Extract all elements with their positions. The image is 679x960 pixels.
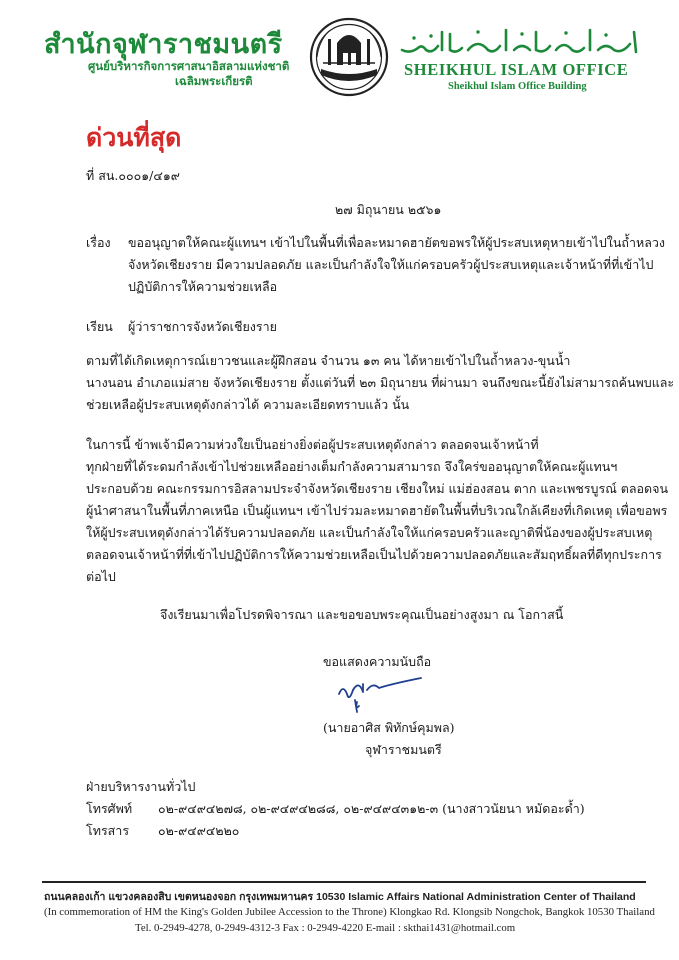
paragraph-2-line: ต่อไป [86, 569, 116, 584]
subject-line: จังหวัดเชียงราย มีความปลอดภัย และเป็นกำลังใจให้แก่ครอบครัวผู้ประสบเหตุและเจ้าหน้าที่ที่เข้าไป [128, 257, 654, 272]
footer-address-line: ถนนคลองเก้า แขวงคลองสิบ เขตหนองจอก กรุงเทพมหานคร 10530 Islamic Affairs National Administration Center of Thailand [44, 891, 636, 903]
office-thai-subtitle-2: เฉลิมพระเกียรติ [175, 74, 253, 88]
regards: ขอแสดงความนับถือ [323, 654, 432, 669]
footer-contact-line: Tel. 0-2949-4278, 0-2949-4312-3 Fax : 0-2949-4220 E-mail : skthai1431@hotmail.com [135, 922, 516, 934]
paragraph-2-line: ประกอบด้วย คณะกรรมการอิสลามประจำจังหวัดเชียงราย เชียงใหม่ แม่ฮ่องสอน ตาก และเพชรบูรณ์ ตลอดจน [86, 481, 669, 496]
paragraph-2-line: ทุกฝ่ายที่ได้ระดมกำลังเข้าไปช่วยเหลืออย่างเต็มกำลังความสามารถ จึงใคร่ขออนุญาตให้คณะผู้แทนฯ [86, 459, 618, 474]
document-date: ๒๗ มิถุนายน ๒๕๖๑ [335, 202, 442, 217]
paragraph-2-line: ให้ผู้ประสบเหตุดังกล่าวได้รับความปลอดภัย และเป็นกำลังใจให้แก่ครอบครัวและญาติพี่น้องของผู้ประสบเหตุ [86, 525, 653, 540]
signer-name: (นายอาศิส พิทักษ์คุมพล) [323, 720, 455, 735]
paragraph-1-line: ตามที่ได้เกิดเหตุการณ์เยาวชนและผู้ฝึกสอน จำนวน ๑๓ คน ได้หายเข้าไปในถ้ำหลวง-ขุนน้ำ [86, 353, 571, 368]
handwritten-signature [333, 672, 428, 714]
paragraph-1-line: ช่วยเหลือผู้ประสบเหตุดังกล่าวได้ ความละเอียดทราบแล้ว นั้น [86, 397, 410, 412]
office-english-subtitle: Sheikhul Islam Office Building [448, 81, 587, 92]
paragraph-2-line: ในการนี้ ข้าพเจ้ามีความห่วงใยเป็นอย่างยิ่งต่อผู้ประสบเหตุดังกล่าว ตลอดจนเจ้าหน้าที่ [86, 437, 539, 452]
arabic-calligraphy-logo [398, 24, 643, 58]
phone-label: โทรศัพท์ [86, 801, 133, 816]
recipient-label: เรียน [86, 319, 113, 334]
paragraph-2-line: ตลอดจนเจ้าหน้าที่ที่เข้าไปปฏิบัติการให้ความช่วยเหลือเป็นไปด้วยความปลอดภัยและสัมฤทธิ์ผลที่ดีทุกประการ [86, 547, 662, 562]
paragraph-1-line: นางนอน อำเภอแม่สาย จังหวัดเชียงราย ตั้งแต่วันที่ ๒๓ มิถุนายน ที่ผ่านมา จนถึงขณะนี้ยังไม่สามารถค้นพบและ [86, 375, 675, 390]
recipient-value: ผู้ว่าราชการจังหวัดเชียงราย [128, 319, 277, 334]
footer-divider [42, 881, 646, 883]
signer-position: จุฬาราชมนตรี [365, 742, 442, 757]
subject-line: ขออนุญาตให้คณะผู้แทนฯ เข้าไปในพื้นที่เพื่อละหมาดฮายัตขอพรให้ผู้ประสบเหตุหายเข้าไปในถ้ำหลวง [128, 235, 666, 250]
subject-label: เรื่อง [86, 235, 111, 250]
fax-label: โทรสาร [86, 823, 130, 838]
phone-value: ๐๒-๙๔๙๔๒๗๘, ๐๒-๙๔๙๔๒๘๘, ๐๒-๙๔๙๔๓๑๒-๓ (นางสาวนัยนา หมัดอะด้ำ) [158, 801, 585, 816]
contact-department: ฝ่ายบริหารงานทั่วไป [86, 779, 196, 794]
paragraph-2-line: ผู้นำศาสนาในพื้นที่ภาคเหนือ เป็นผู้แทนฯ เข้าไปร่วมละหมาดฮายัตในพื้นที่บริเวณใกล้เคียงที่เกิดเหตุ เพื่อขอพร [86, 503, 668, 518]
office-thai-subtitle-1: ศูนย์บริหารกิจการศาสนาอิสลามแห่งชาติ [88, 59, 290, 73]
office-english-title: SHEIKHUL ISLAM OFFICE [404, 60, 629, 79]
closing-sentence: จึงเรียนมาเพื่อโปรดพิจารณา และขอขอบพระคุณเป็นอย่างสูงมา ณ โอกาสนี้ [160, 607, 564, 622]
office-seal-icon [309, 17, 389, 97]
fax-value: ๐๒-๙๔๙๔๒๒๐ [158, 823, 240, 838]
office-thai-title: สำนักจุฬาราชมนตรี [44, 29, 283, 60]
document-number: ที่ สน.๐๐๐๑/๔๑๙ [86, 168, 180, 183]
subject-line: ปฏิบัติการให้ความช่วยเหลือ [128, 279, 278, 294]
footer-address-line: (In commemoration of HM the King's Golden Jubilee Accession to the Throne) Klongkao Rd. Klongsib Nongchok, Bangkok 10530 Thailand [44, 906, 655, 918]
urgency-stamp: ด่วนที่สุด [86, 123, 182, 152]
